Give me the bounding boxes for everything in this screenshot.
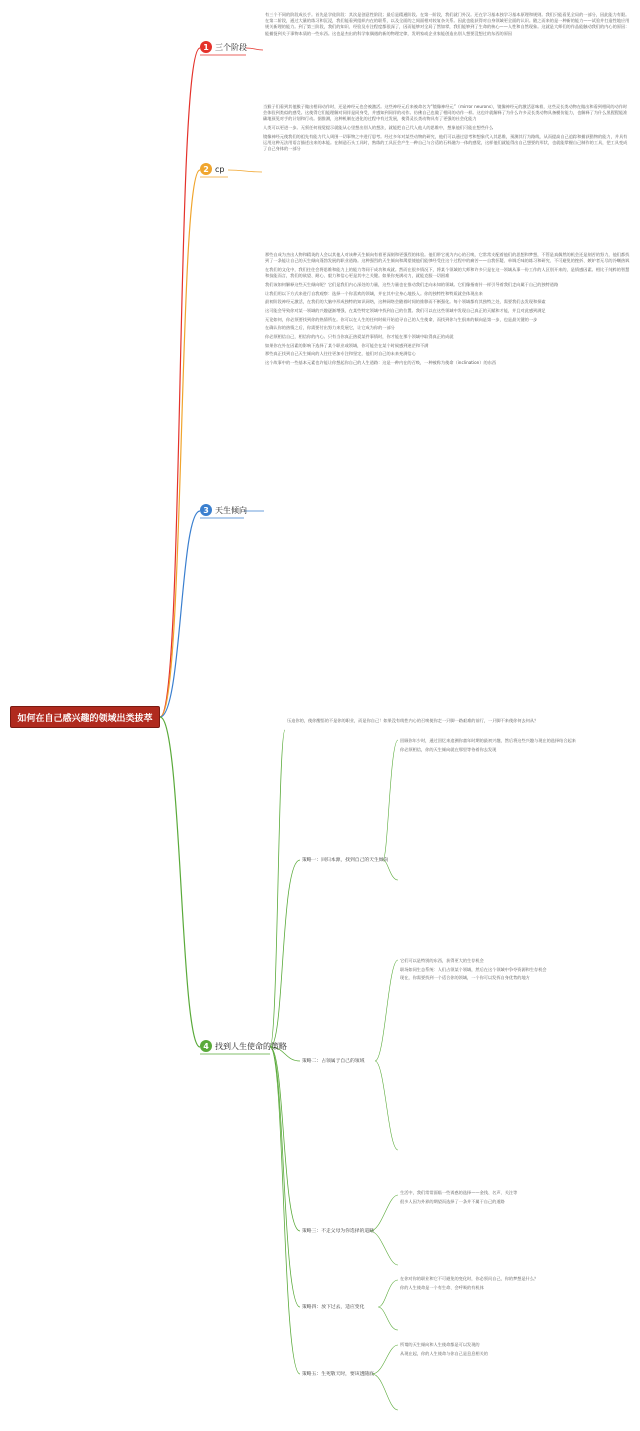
note-paragraph: 很多人因为外界的期望而选择了一条并不属于自己的道路 — [400, 1198, 505, 1204]
note-paragraph: 镜像神经元使我们的祖先有能力代入周围一切事物之中进行思考。经过多年对某些动物的研究，他们可以通过思考和想象代入其思维，预测其行为路线，从而提高自己追踪和捕获猎物的能力，并具有运用这种无法用语言描述出来的本能。在制造石头工具时，熟练的工具匠会产生一种自己与合适的石料融为一体的感觉，这样他们就能得出自己想要的形状，也就能掌握自己制作的工具，把工具变成了自己身体的一部分 — [263, 133, 628, 152]
sub-strategy-5[interactable] — [302, 1370, 374, 1377]
note-cp — [263, 104, 630, 234]
link-b4-intro — [270, 730, 285, 1047]
note-paragraph: 你必须相信自己，相信你的内心。只有当你真正热爱某件事情时，你才能在那个领域中取得真正的成就 — [265, 334, 454, 340]
link-root-b3 — [160, 511, 200, 717]
note-paragraph: 那些自成为杰出人物和精英的人会以其他人对该种天生倾向有着更深刻和更强烈的体验。他们带它视为内心的召唤，它常常支配着他们的思想和梦想，不管是真偶然的机会还是刻苦的努力，他们都找到了一条能让自己的天生倾向蓬勃发展的职业道路。这种强烈的天生倾向和渴望使他们能够经受住这个过程中的痛苦——自我怀疑、单调乏味的练习和研究、不可避免的挫折、嫉妒者无尽的冷嘲热讽 — [265, 252, 630, 264]
link-root-b2 — [160, 170, 200, 717]
note-paragraph: 这个故事中的一些基本元素也许能让你想起你自己的人生道路：这是一种内在的召唤，一种被称为使命（inclination）的东西 — [265, 360, 497, 366]
note-paragraph: 这可能会导致你对某一领域的兴趣逐渐增强，在某些特定领域中找到自己的位置。我们可以在这些领域中发现自己真正的天赋和才能，并且对此感到满足 — [265, 307, 546, 313]
branch-strategies[interactable] — [200, 1040, 287, 1052]
note-paragraph: 生活中，我们常常面临一些诱惑的选择——金钱、名声、关注等 — [400, 1190, 518, 1195]
note-paragraph: 有三个不同的阶段成长手。首先是学徒阶段：其次是创意性阶段；最后是精通阶段。在第一阶段，我们就门外汉。还在学习基本独学习基本原理和规则。我们只能看见全局的一部分，因此能力有限。在第二阶段，通过大量的练习和沉浸，我们能看到组织内在的联系，以及全面的之间面相对较复杂关系。因此也能获得对自身领域更全面的认识。随之而来的是一种新的能力——试验并打造性地应用规关新理的能力。到了第三阶段，我们的知识、经验及专注程度都很深了，因而能够对全局了然如掌，我们能够到了生命的核心——人性和自然现象。这就是大师们的作品能触动我们的内心的原因：能捕捉到关于事物本质的一些东西。这也是杰出的科学家偶遇的新的物理定律，发明家或企业家能创造出别人想要没想过的东西的原因 — [265, 12, 630, 36]
link-root-b4 — [160, 717, 200, 1047]
note-paragraph: 所谓的天生倾向和人生使命都是可以发现的 — [400, 1342, 480, 1347]
note-paragraph: 职场如同生态系统：人们占领某个领域，然后在这个领域中争夺资源和生存机会 — [400, 966, 547, 972]
note-strategy-4 — [400, 1276, 630, 1336]
note-paragraph: 当猴子们看到其他猴子做出相同动作时，还是神经元也会被激活。这些神经元后来被命名为“镜像神经元”（mirror neurons），镜像神经元的激活意味着，这些灵长类动物在做出和看到相同的动作时会体验到类似的感受。这使得它们能理解对同伴是同身受，并感知到同伴的动作。仿佛自己也做了相同的动作一样。这也许就解释了为什么许多灵长类动物具备模仿能力，也解释了为什么黑猩猩能准确地预见对手的计划和行动。据推测，这种机制在进化的过程中有过发展，使得灵长类动物具有了更强的社会化能力 — [263, 104, 628, 122]
note-paragraph: 你必须相信，你的天生倾向就在那里等待着你去发现 — [400, 746, 497, 752]
sub-strategy-2[interactable] — [302, 1057, 364, 1064]
branch-number-badge: 4 — [200, 1040, 212, 1052]
link-s2-notes — [375, 960, 398, 1150]
root-topic[interactable] — [10, 706, 160, 728]
link-b4-s4 — [270, 1047, 300, 1307]
link-b4-s5 — [270, 1047, 300, 1374]
branch-label: 三个阶段 — [215, 42, 247, 52]
note-stages — [265, 12, 630, 90]
link-b4-s1 — [270, 860, 300, 1047]
sub-label: 策略一：回归本源，找到自己的天生倾向 — [302, 858, 389, 863]
root-label: 如何在自己感兴趣的领域出类拔萃 — [17, 713, 153, 724]
note-paragraph: 从现在起，你的人生使命与你自己是息息相关的 — [400, 1350, 488, 1356]
note-paragraph: 在我们的文化中，我们往往会将思维和能力上的能力等同于成功和成就。然而在很多情况下，将某个领域的大师和许多只是在这一领域从事一份工作的人区别开来的，是情感因素。相比于纯粹的智慧和技能而言，我们的欲望、耐心、毅力和信心更是其中之关键。如果你充满动力，就能克服一切困难 — [265, 266, 630, 279]
branch-cp[interactable] — [200, 163, 224, 175]
branch-label: 天生倾向 — [215, 505, 247, 515]
note-paragraph: 如果你在外在因素的影响下选择了某个职业或领域，你可能会在某个时候感到迷茫和不满 — [265, 342, 429, 348]
note-paragraph: 你的人生使命是一个有生命、会呼吸的有机体 — [400, 1284, 484, 1290]
branch-number-badge: 2 — [200, 163, 212, 175]
note-paragraph: 现在，你需要找到一个适合你的领域，一个你可以发挥自身优势的地方 — [400, 975, 530, 981]
sub-label: 策略五：生死敬天时，要该透随底 — [302, 1372, 374, 1377]
sub-strategy-3[interactable] — [302, 1227, 374, 1234]
link-b1-note — [246, 48, 263, 50]
note-inclination — [265, 252, 630, 688]
sub-label: 策略四：放下过去，适应变化 — [302, 1305, 365, 1310]
note-paragraph: 我们该如何解释这些天生倾向呢？它们是我们内心深处的力量，这些力量也在推动我们走向未知的领域。它们像指南针一样引导着我们走向属于自己的独特道路 — [265, 281, 559, 287]
note-paragraph: 让我们用以下方式来进行自我观察：选择一个你喜欢的领域，并在其中全身心地投入。你的独特性和特质就会体现出来 — [265, 290, 483, 296]
note-paragraph: 压迫你的，使你醒悟的不是你的职业，而是你自己！如果没有线性内心的召唤使你走一只脚一路艰难的前行，一只脚不来使你何去何从？ — [287, 718, 539, 723]
branch-label: cp — [215, 164, 225, 174]
sub-strategy-4[interactable] — [302, 1303, 364, 1310]
note-paragraph: 人类可以更进一步。无须任何视觉提示就能从心里想出别人的想法，就能把自己代入他人的思维中，想象他们可能在想些什么 — [263, 125, 494, 131]
note-strategy-2 — [400, 958, 630, 1183]
link-s3-notes — [370, 1195, 398, 1265]
sub-label: 策略三：不走父母为你选择的道路 — [302, 1229, 374, 1234]
note-paragraph: 在确认你的热情之后，你需要付出努力来发展它，让它成为你的一部分 — [265, 325, 395, 331]
note-strategy-3 — [400, 1190, 630, 1268]
sub-label: 策略二：占领属于自己的领域 — [302, 1059, 365, 1064]
note-paragraph: 它们可以是特别的东西，获得更大的生存机会 — [400, 958, 484, 963]
branch-label: 找到人生使命的策略 — [215, 1041, 287, 1051]
branch-number-badge: 3 — [200, 504, 212, 516]
link-s4-notes — [378, 1280, 398, 1330]
note-paragraph: 最初阶段神经元激活，在我们的大脑中形成独特的知识网络，这种网络会随着时间的推移而不断强化。每个领域都有其独特之处，需要我们去发现和探索 — [265, 299, 546, 305]
sub-strategy-1[interactable] — [302, 856, 388, 863]
note-strategy-1 — [400, 738, 630, 948]
branch-number-badge: 1 — [200, 41, 212, 53]
link-b2-note — [228, 170, 262, 172]
branch-stages[interactable] — [200, 41, 247, 53]
note-paragraph: 那些真正找到自己天生倾向的人往往更加专注和坚定，他们对自己的未来充满信心 — [265, 351, 416, 357]
note-paragraph: 无论如何，你必须要找到你的热情所在。你可以在人生的任何时候开始追寻自己的人生使命，而找到你与生俱来的倾向是第一步，也是最关键的一步 — [265, 316, 538, 322]
branch-inclination[interactable] — [200, 504, 247, 516]
note-paragraph: 在你对你的职业和它不可避免的变化时，你必须问自己，你的梦想是什么？ — [400, 1276, 539, 1281]
link-s5-notes — [372, 1345, 398, 1410]
note-strategy-5 — [400, 1342, 630, 1422]
note-paragraph: 回顾你年少时，通过回忆来追溯你童年时期的最初兴趣，然后将这些兴趣与现在的选择结合起来 — [400, 738, 576, 743]
